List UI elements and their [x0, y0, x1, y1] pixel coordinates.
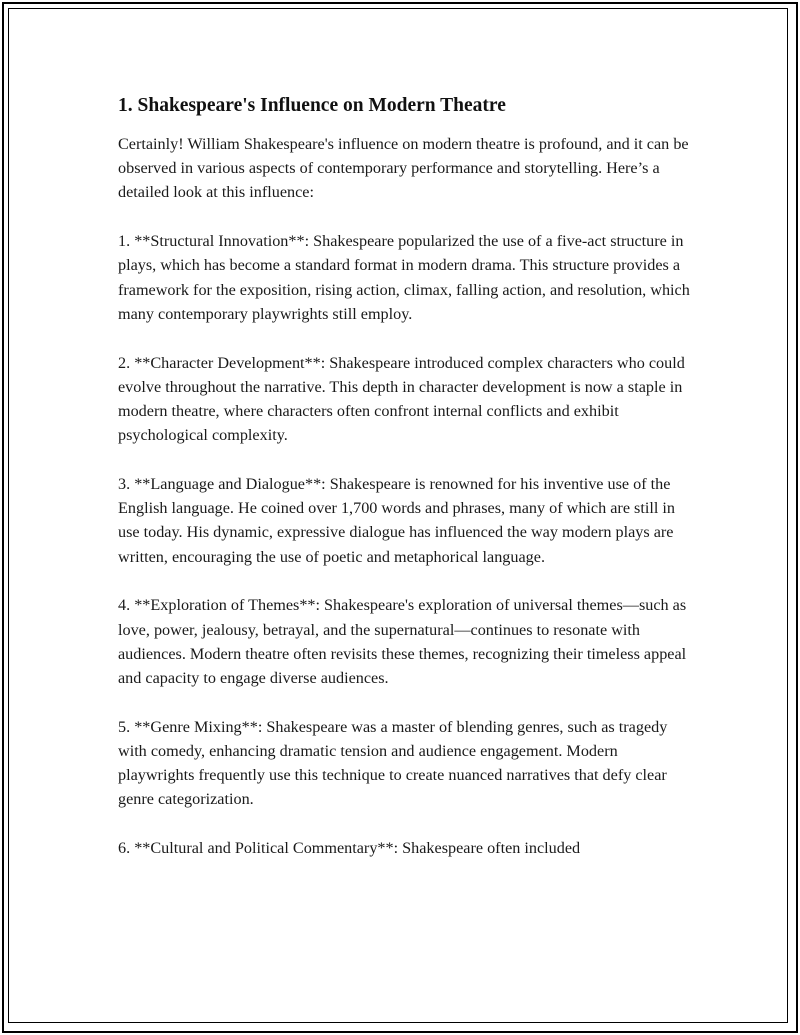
document-title: 1. Shakespeare's Influence on Modern Theatre	[118, 95, 506, 116]
paragraph-genre-mixing: 5. **Genre Mixing**: Shakespeare was a master of blending genres, such as tragedy with comedy, enhancing dramatic tension and audience engagement. Modern playwrights frequently use this technique to create nuanced narratives that defy clear genre categorization.	[118, 717, 668, 809]
paragraph-language-dialogue: 3. **Language and Dialogue**: Shakespeare is renowned for his inventive use of the English language. He coined over 1,700 words and phrases, many of which are still in use today. His dynamic, expressive dialogue has influenced the way modern plays are written, encouraging the use of poetic and metaphorical language.	[118, 475, 675, 566]
paragraph-structural-innovation: 1. **Structural Innovation**: Shakespeare popularized the use of a five-act structure in plays, which has become a standard format in modern drama. This structure provides a framework for the exposition, rising action, climax, falling action, and resolution, which many contemporary playwrights still employ.	[118, 232, 690, 323]
paragraph-intro: Certainly! William Shakespeare's influence on modern theatre is profound, and it can be observed in various aspects of contemporary performance and storytelling. Here’s a detailed look at this influence:	[118, 135, 689, 202]
paragraph-exploration-themes: 4. **Exploration of Themes**: Shakespeare's exploration of universal themes—such as love, power, jealousy, betrayal, and the supernatural—continues to resonate with audiences. Modern theatre often revisits these themes, recognizing their timeless appeal and capacity to engage diverse audiences.	[118, 596, 687, 688]
document-body	[118, 92, 698, 885]
paragraph-cultural-political: 6. **Cultural and Political Commentary**: Shakespeare often included	[118, 839, 581, 858]
paragraph-character-development: 2. **Character Development**: Shakespeare introduced complex characters who could evolve throughout the narrative. This depth in character development is now a staple in modern theatre, where characters often confront internal conflicts and exhibit psychological complexity.	[118, 353, 685, 445]
